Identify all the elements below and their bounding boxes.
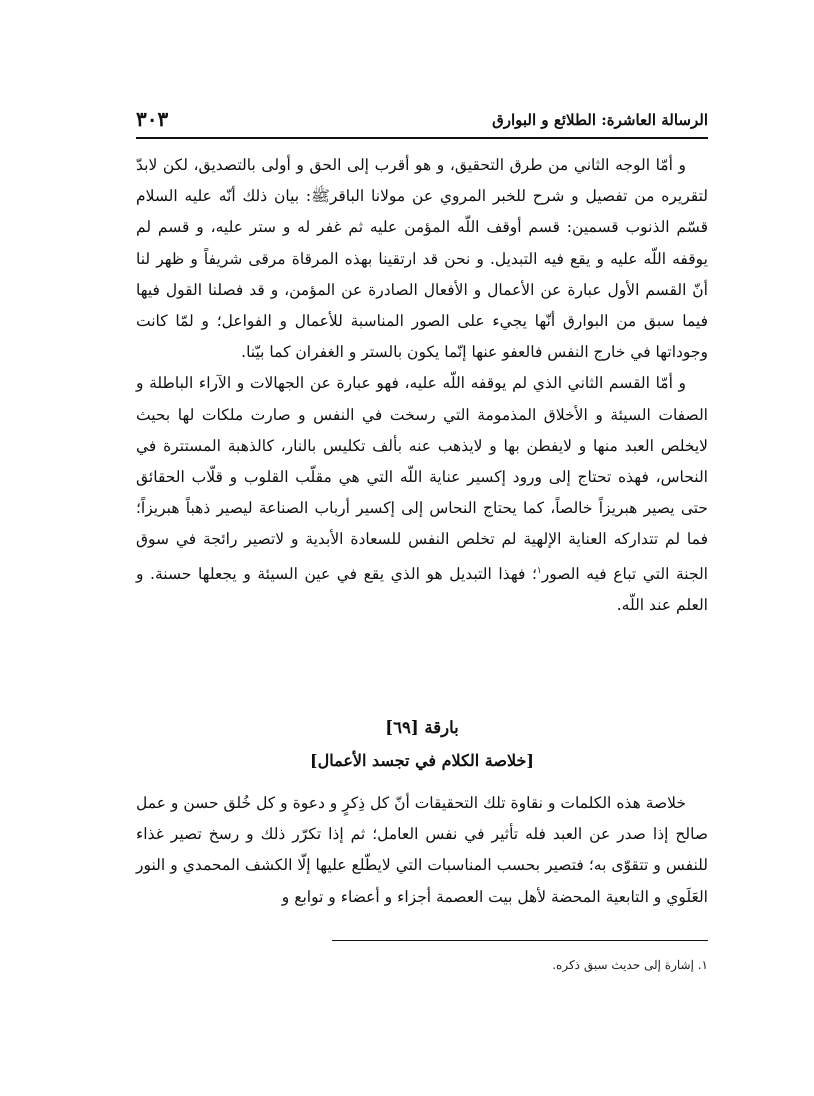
header-rule xyxy=(136,137,708,139)
section-title: بارقة [٦٩] xyxy=(385,718,459,737)
paragraph-2 xyxy=(136,368,708,621)
page-number: ٣٠٣ xyxy=(136,107,169,131)
paragraph-1: و أمّا الوجه الثاني من طرق التحقيق، و هو أقرب إلى الحق و أولى بالتصديق، لكن لابدّ لتقريره من تفصيل و شرح للخبر المروي عن مولانا الباقرﷺ: بيان ذلك أنّه عليه السلام قسّم الذنوب قسمين: قسم أوقف اللّه المؤمن عليه ثم غفر له و ستر عليه، و قسم لم يوقفه اللّه عليه و يقع فيه التبديل. و نحن قد ارتقينا بهذه المرقاة مرقى شريفاً و ظهر لنا أنّ القسم الأول عبارة عن الأعمال و الأفعال الصادرة عن المؤمن، و قد فصلنا القول فيها فيما سبق من البوارق أنّها يجيء على الصور المناسبة للأعمال و الفواعل؛ و لمّا كانت وجوداتها في خارج النفس فالعفو عنها إنّما يكون بالستر و الغفران كما بيّنا. xyxy=(136,156,708,362)
running-header xyxy=(136,103,708,139)
footnote-marker: ١ xyxy=(536,565,542,576)
paragraph-2-tail: ؛ فهذا التبديل هو الذي يقع في عين السيئة و يجعلها حسنة. و العلم عند اللّه. xyxy=(136,564,708,614)
footnote: ١. إشارة إلى حديث سبق ذكره. xyxy=(552,958,708,972)
header-title: الرسالة العاشرة: الطلائع و البوارق xyxy=(492,111,708,129)
section-subtitle: [خلاصة الكلام في تجسد الأعمال] xyxy=(310,751,534,770)
paragraph-2-text: و أمّا القسم الثاني الذي لم يوقفه اللّه عليه، فهو عبارة عن الجهالات و الآراء الباطلة و الصفات السيئة و الأخلاق المذمومة التي رسخت في النفس و صارت ملكات لها بحيث لايخلص العبد منها و لايفطن بها و لايذهب عنه بألف تكليس بالنار، كالذهبة المستترة في النحاس، فهذه تحتاج إلى ورود إكسير عناية اللّه التي هي مقلّب القلوب و قلّاب الحقائق حتى يصير هبريزاً خالصاً، كما يحتاج النحاس إلى إكسير أرباب الصناعة ليصير ذهباً هبريزاً؛ فما لم تتداركه العناية الإلهية لم تخلص النفس للسعادة الأبدية و لاتصير رائجة في سوق الجنة التي تباع فيه الصور xyxy=(136,374,708,583)
paragraph-3: خلاصة هذه الكلمات و نقاوة تلك التحقيقات أنّ كل ذِكرٍ و دعوة و كل خُلق حسن و عمل صالح إذا صدر عن العبد فله تأثير في نفس العامل؛ ثم إذا تكرّر ذلك و رسخ تصير غذاء للنفس و تتقوّى به؛ فتصير بحسب المناسبات التي لايطّلع عليها إلّا الكشف المحمدي و النور العَلَوي و التابعية المحضة لأهل بيت العصمة أجزاء و أعضاء و توابع و xyxy=(136,794,708,906)
body-text-bottom xyxy=(136,788,708,913)
footnote-rule xyxy=(332,940,708,941)
body-text-top xyxy=(136,150,708,621)
